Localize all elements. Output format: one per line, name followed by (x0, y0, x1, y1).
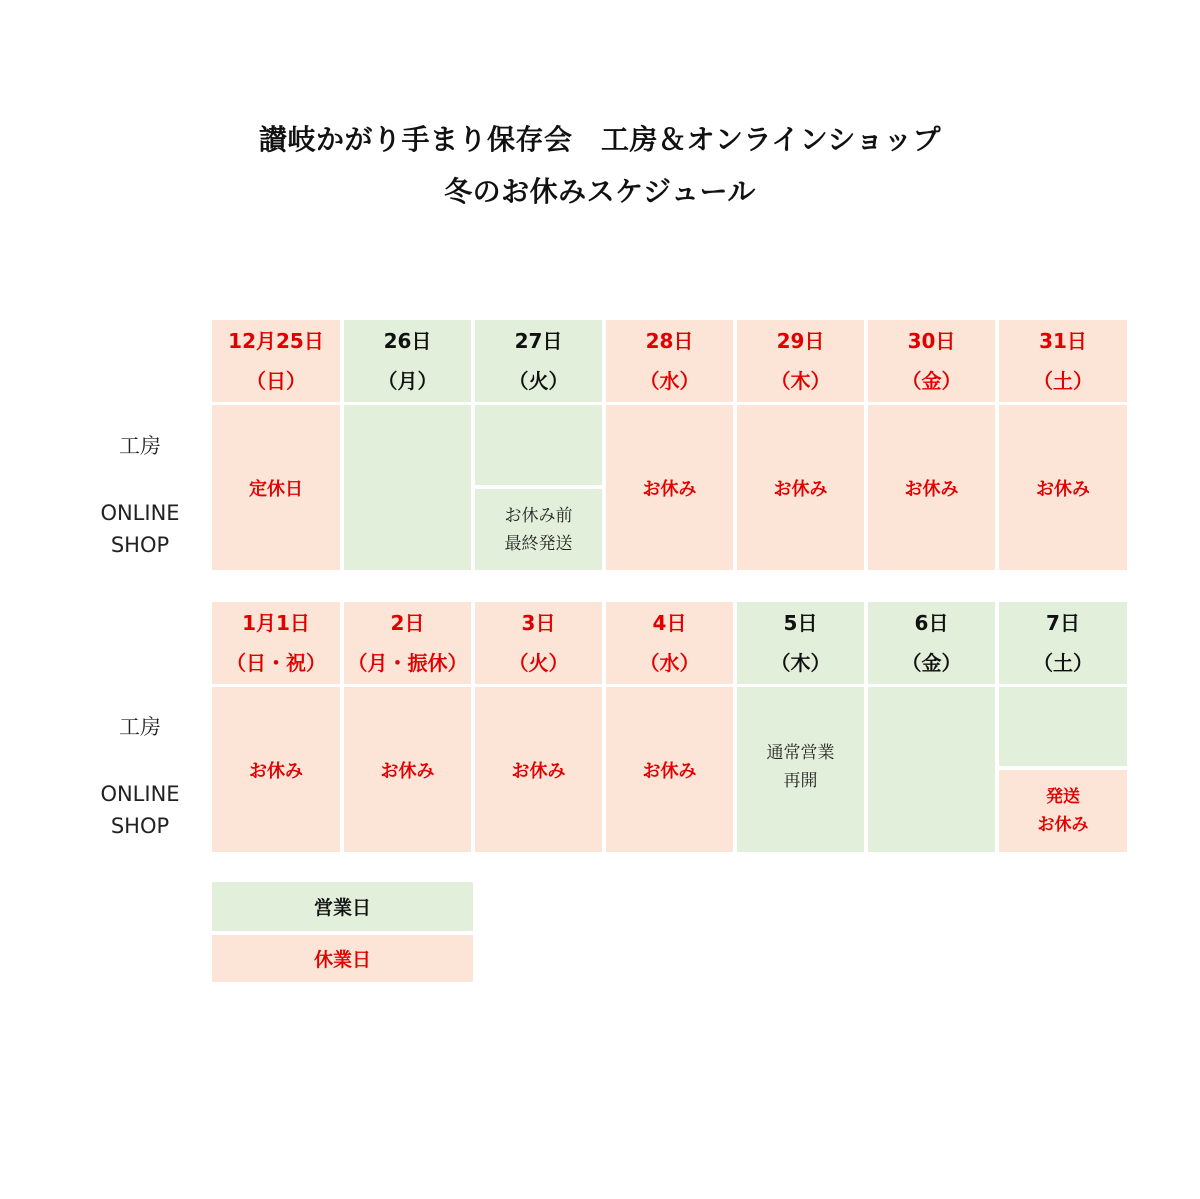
legend-open: 営業日 (212, 882, 473, 931)
day-cell: お休み (737, 405, 864, 570)
day-header: 30日 （金） (868, 320, 995, 402)
page-title: 讃岐かがり手まり保存会 工房＆オンラインショップ (259, 123, 941, 156)
row-label-workshop: 工房 (119, 715, 161, 739)
day-header: 2日 （月・振休） (344, 602, 471, 684)
day-header: 6日 （金） (868, 602, 995, 684)
day-cell: お休み (868, 405, 995, 570)
row-label-online-line1: ONLINE (100, 501, 180, 525)
day-cell-workshop (999, 687, 1127, 766)
day-header: 27日 （火） (475, 320, 602, 402)
day-cell: お休み (606, 687, 733, 852)
day-header: 12月25日 （日） (212, 320, 340, 402)
day-cell: お休み (344, 687, 471, 852)
day-header: 28日 （水） (606, 320, 733, 402)
day-cell (868, 687, 995, 852)
day-header: 31日 （土） (999, 320, 1127, 402)
day-header: 3日 （火） (475, 602, 602, 684)
legend-closed: 休業日 (212, 935, 473, 982)
day-cell: お休み (606, 405, 733, 570)
day-header: 26日 （月） (344, 320, 471, 402)
row-label-online-line2: SHOP (110, 533, 170, 557)
day-header: 1月1日 （日・祝） (212, 602, 340, 684)
day-header: 29日 （木） (737, 320, 864, 402)
day-cell: お休み (999, 405, 1127, 570)
day-header: 5日 （木） (737, 602, 864, 684)
day-cell: お休み (475, 687, 602, 852)
row-label-online-line2: SHOP (110, 814, 170, 838)
page-subtitle: 冬のお休みスケジュール (444, 175, 756, 208)
day-cell: お休み (212, 687, 340, 852)
day-header: 7日 （土） (999, 602, 1127, 684)
day-header: 4日 （水） (606, 602, 733, 684)
row-label-workshop: 工房 (119, 434, 161, 458)
day-cell: 通常営業 再開 (737, 687, 864, 852)
row-label-online-line1: ONLINE (100, 782, 180, 806)
day-cell (344, 405, 471, 570)
day-cell-online: 発送 お休み (999, 770, 1127, 852)
day-cell: 定休日 (212, 405, 340, 570)
day-cell-online: お休み前 最終発送 (475, 489, 602, 570)
day-cell-workshop (475, 405, 602, 485)
